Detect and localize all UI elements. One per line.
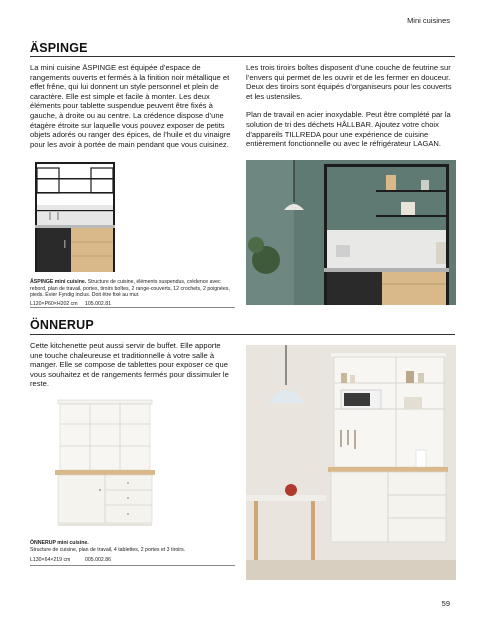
onnerup-caption-desc: Structure de cuisine, plan de travail, 4 tablettes, 2 portes et 3 tiroirs. (30, 546, 186, 553)
onnerup-paragraph: Cette kitchenette peut aussi servir de buffet. Elle apporte une touche chaleureuse et traditionnelle à votre salle à manger. Elle se compose de tablettes pour exposer ce que vous souhaitez et de rangements fermés pour dissimuler le reste. (30, 341, 229, 389)
aspinge-dimensions: L120×P60×H202 cm (30, 301, 78, 307)
aspinge-caption-desc: Structure de cuisine, éléments suspendus, crédence avec rebord, plan de travail, portes, tiroirs boîtes, 2 range-couverts, 12 crochets, 2 poignées, pieds. Évier Fyndig inclus. Doit être fixé au mur. (30, 279, 230, 299)
onnerup-caption-rule (30, 565, 235, 566)
aspinge-title: ÄSPINGE (30, 41, 88, 55)
onnerup-dimensions: L130×64×219 cm (30, 557, 71, 563)
onnerup-caption-name: ÖNNERUP mini cuisine. (30, 540, 89, 546)
aspinge-caption (30, 279, 235, 299)
aspinge-column-1 (30, 63, 235, 158)
onnerup-spec-row (30, 557, 235, 563)
aspinge-column-2 (246, 63, 456, 158)
onnerup-title: ÖNNERUP (30, 318, 94, 332)
onnerup-caption (30, 540, 235, 553)
onnerup-text-block (30, 341, 235, 398)
aspinge-spec-row (30, 301, 235, 307)
aspinge-paragraph-1: La mini cuisine ÄSPINGE est équipée d’espace de rangements ouverts et fermés à la finition noir métallique et effet frêne, qui lui donnent un style personnel et plein de caractère. Elle est simple et facile à monter. Les deux éléments pour tablette suspendue peuvent être fixés à gauche, à droite ou au centre. La crédence dispose d’une étagère étroite sur laquelle vous pouvez exposer de petits objets adorés ou ranger des épices, de l’huile et du vinaigre pour les avoir à portée de main pendant que vous cuisinez. (30, 63, 231, 149)
aspinge-title-rule (30, 56, 455, 57)
aspinge-paragraph-3: Plan de travail en acier inoxydable. Peut être complété par la solution de tri des déchets HÅLLBAR. Ajoutez votre choix d’appareils TILLREDA pour une expérience de cuisine entièrement fonctionnelle ou avec le réfrigérateur LAGAN. (246, 110, 451, 149)
page-number: 59 (441, 599, 450, 608)
onnerup-product-image (50, 398, 160, 528)
onnerup-article-number: 005.002.86 (85, 557, 111, 563)
aspinge-paragraph-2: Les trois tiroirs boîtes disposent d’une couche de feutrine sur l’envers qui permet de les ouvrir et de les fermer en douceur. Deux des tiroirs sont équipés d’organiseurs pour les couverts et les ustensiles. (246, 63, 452, 101)
aspinge-caption-name: ÄSPINGE mini cuisine. (30, 279, 87, 285)
aspinge-article-number: 105.002.81 (85, 301, 111, 307)
onnerup-lifestyle-photo (246, 345, 456, 580)
aspinge-product-image (30, 160, 120, 275)
onnerup-title-rule (30, 334, 455, 335)
section-label: Mini cuisines (407, 16, 450, 25)
aspinge-lifestyle-photo (246, 160, 456, 305)
aspinge-caption-rule (30, 307, 235, 308)
